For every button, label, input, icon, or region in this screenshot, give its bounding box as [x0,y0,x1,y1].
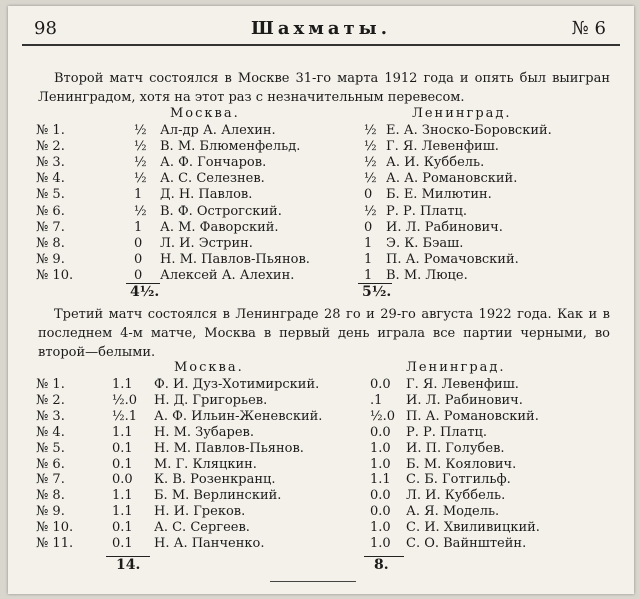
board-number: № 5. [36,440,65,456]
moscow-score: 1.1 [112,488,133,504]
match3-moscow-caption: Москва. [174,360,244,375]
moscow-score: 0 [134,251,143,267]
board-number: № 7. [36,472,65,488]
moscow-score: 1 [134,219,143,235]
board-number: № 10. [36,267,74,283]
leningrad-score: .1 [370,392,383,408]
leningrad-score: 0.0 [370,377,391,392]
match3-leningrad-caption: Ленинград. [406,360,506,375]
leningrad-player: Л. И. Куббель. [406,488,506,504]
moscow-player: Б. М. Верлинский. [154,488,282,504]
board-number: № 2. [36,139,65,155]
board-number: № 9. [36,504,65,520]
leningrad-player: Г. Я. Левенфиш. [406,377,519,392]
page-sheet [8,6,634,594]
leningrad-player: Е. А. Зноско-Боровский. [386,123,552,138]
leningrad-score: ½ [364,155,377,171]
leningrad-score: 1 [364,267,373,283]
page-number: 98 [34,18,57,39]
leningrad-score: 0 [364,187,373,203]
moscow-player: К. В. Розенкранц. [154,472,276,488]
leningrad-player: Г. Я. Левенфиш. [386,139,499,155]
table-row [8,455,634,474]
board-number: № 4. [36,171,65,187]
leningrad-player: С. Б. Готгильф. [406,472,511,488]
moscow-score: 0.0 [112,472,133,488]
leningrad-score: 0.0 [370,504,391,520]
moscow-score: ½ [134,139,147,155]
match3-intro-text: Третий матч состоялся в Ленинграде 28 го и 29-го августа 1922 года. Как и в последнем 4-м матче, Москва в первый день играла все партии черными, во второй—белыми. [38,307,610,360]
moscow-player: Н. И. Греков. [154,504,246,520]
moscow-player: Ал-др А. Алехин. [160,123,276,138]
leningrad-player: А. А. Романовский. [386,171,518,187]
leningrad-score: ½ [364,123,377,138]
leningrad-score: 1.0 [370,456,391,472]
moscow-player: А. Ф. Ильин-Женевский. [154,408,323,424]
moscow-player: А. С. Сергеев. [154,520,250,536]
moscow-player: Л. И. Эстрин. [160,235,253,251]
board-number: № 6. [36,203,65,219]
table-row [8,202,634,221]
match2-moscow-caption: Москва. [170,106,240,121]
table-row [8,218,634,237]
table-row [8,266,634,285]
leningrad-score: ½.0 [370,408,396,424]
match2-intro-text: Второй матч состоялся в Москве 31-го марта 1912 года и опять был выигран Ленинградом, хотя на этот раз с незначительным перевесом. [38,71,610,105]
moscow-player: Алексей А. Алехин. [160,267,295,283]
moscow-score: ½ [134,203,147,219]
table-row [8,518,634,537]
match2-leningrad-total: 5½. [362,284,392,300]
table-row [8,169,634,188]
table-row [8,121,634,140]
moscow-player: В. М. Блюменфельд. [160,139,301,155]
board-number: № 9. [36,251,65,267]
leningrad-player: Б. Е. Милютин. [386,187,492,203]
board-number: № 4. [36,424,65,440]
table-row [8,534,634,553]
leningrad-score: 1.0 [370,440,391,456]
leningrad-score: 0 [364,219,373,235]
moscow-player: Н. М. Зубарев. [154,424,254,440]
moscow-player: А. С. Селезнев. [160,171,265,187]
board-number: № 3. [36,408,65,424]
table-row [8,234,634,253]
leningrad-player: П. А. Романовский. [406,408,539,424]
leningrad-score: ½ [364,171,377,187]
moscow-score: 1 [134,187,143,203]
moscow-player: Н. М. Павлов-Пьянов. [160,251,310,267]
moscow-score: ½ [134,155,147,171]
moscow-score: 0.1 [112,536,133,551]
leningrad-score: ½ [364,203,377,219]
moscow-player: М. Г. Кляцкин. [154,456,257,472]
leningrad-player: А. И. Куббель. [386,155,485,171]
moscow-score: 0.1 [112,520,133,536]
board-number: № 7. [36,219,65,235]
moscow-player: Н. М. Павлов-Пьянов. [154,440,304,456]
leningrad-player: Б. М. Коялович. [406,456,517,472]
footer-rule [270,581,356,582]
moscow-player: Н. А. Панченко. [154,536,265,551]
match2-leningrad-caption: Ленинград. [412,106,512,121]
moscow-player: В. Ф. Острогский. [160,203,282,219]
board-number: № 2. [36,392,65,408]
moscow-player: Д. Н. Павлов. [160,187,253,203]
table-row [8,423,634,442]
moscow-score: 1.1 [112,377,133,392]
leningrad-player: С. И. Хвиливицкий. [406,520,540,536]
table-row [8,153,634,172]
match3-leningrad-total: 8. [374,557,389,573]
leningrad-score: 1.1 [370,472,391,488]
match2-intro [38,69,610,107]
moscow-score: 0 [134,267,143,283]
board-number: № 3. [36,155,65,171]
moscow-player: Н. Д. Григорьев. [154,392,268,408]
leningrad-player: П. А. Ромачовский. [386,251,519,267]
board-number: № 1. [36,123,65,138]
table-row [8,439,634,458]
moscow-score: 0.1 [112,440,133,456]
leningrad-player: А. Я. Модель. [406,504,500,520]
table-row [8,470,634,489]
match3-intro [38,305,610,362]
board-number: № 11. [36,536,74,551]
match3-moscow-total: 14. [116,557,141,573]
moscow-player: Ф. И. Дуз-Хотимирский. [154,377,320,392]
board-number: № 6. [36,456,65,472]
leningrad-score: ½ [364,139,377,155]
board-number: № 10. [36,520,74,536]
moscow-score: 1.1 [112,424,133,440]
moscow-score: ½ [134,123,147,138]
moscow-score: 1.1 [112,504,133,520]
table-row [8,502,634,521]
leningrad-score: 1 [364,235,373,251]
leningrad-player: С. О. Вайнштейн. [406,536,527,551]
table-row [8,250,634,269]
moscow-player: А. М. Фаворский. [160,219,279,235]
leningrad-player: И. Л. Рабинович. [386,219,503,235]
moscow-score: ½.1 [112,408,138,424]
board-number: № 8. [36,488,65,504]
leningrad-player: И. П. Голубев. [406,440,505,456]
table-row [8,185,634,204]
table-row [8,375,634,394]
table-row [8,486,634,505]
leningrad-score: 0.0 [370,424,391,440]
leningrad-score: 0.0 [370,488,391,504]
moscow-score: 0 [134,235,143,251]
table-row [8,407,634,426]
moscow-score: ½.0 [112,392,138,408]
leningrad-player: Э. К. Бэаш. [386,235,464,251]
leningrad-player: И. Л. Рабинович. [406,392,523,408]
moscow-score: ½ [134,171,147,187]
header-rule [22,44,620,46]
table-row [8,137,634,156]
leningrad-player: Р. Р. Платц. [406,424,488,440]
moscow-player: А. Ф. Гончаров. [160,155,267,171]
leningrad-score: 1 [364,251,373,267]
journal-title: Шахматы. [251,18,391,39]
board-number: № 5. [36,187,65,203]
leningrad-player: Р. Р. Платц. [386,203,468,219]
moscow-score: 0.1 [112,456,133,472]
board-number: № 1. [36,377,65,392]
issue-number: № 6 [571,18,606,39]
table-row [8,391,634,410]
board-number: № 8. [36,235,65,251]
leningrad-player: В. М. Люце. [386,267,468,283]
leningrad-score: 1.0 [370,520,391,536]
match2-moscow-total: 4½. [130,284,160,300]
leningrad-score: 1.0 [370,536,391,551]
